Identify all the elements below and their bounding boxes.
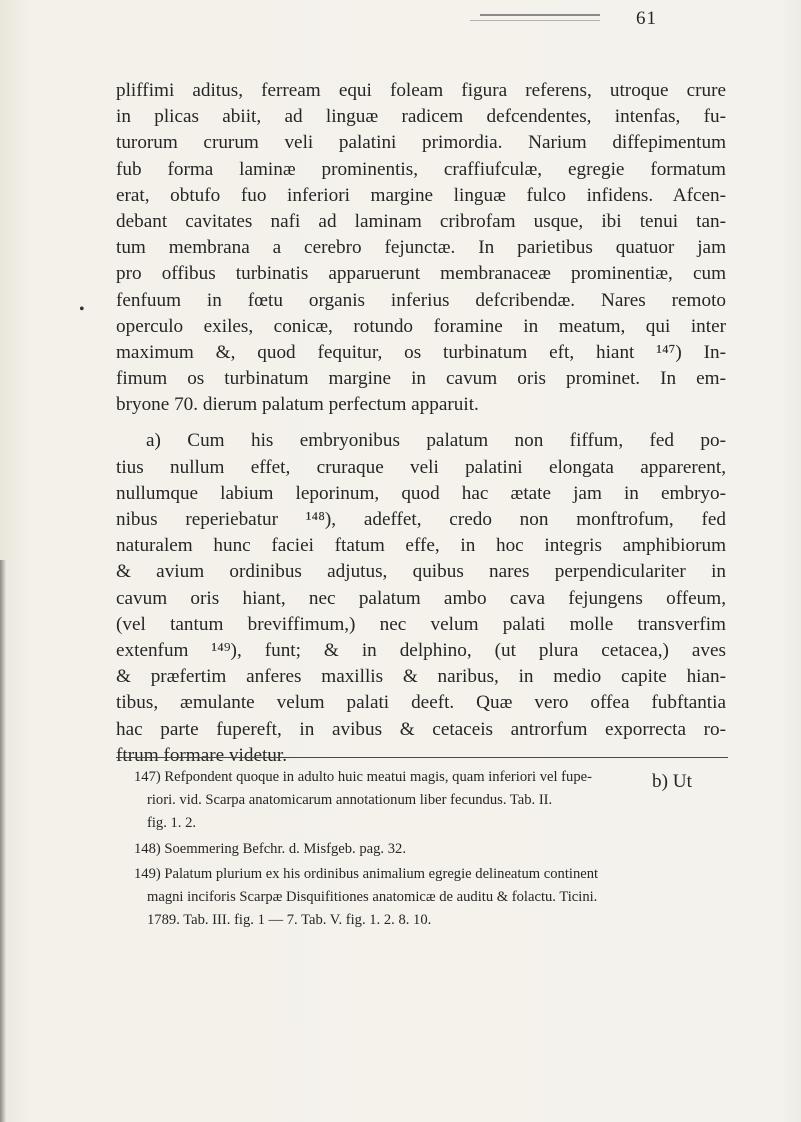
- footnote-148: [134, 838, 728, 861]
- page-edge-shadow: [0, 560, 6, 1122]
- footnote-divider: [116, 757, 728, 758]
- footnote-line: 148) Soemmering Befchr. d. Misfgeb. pag. 32.: [134, 840, 406, 857]
- header-rule-thin: [470, 20, 600, 21]
- text-line: maximum &, quod fequitur, os turbinatum eft, hiant ¹⁴⁷) In-: [116, 341, 726, 363]
- text-line: fub forma laminæ prominentis, craffiufculæ, egregie formatum: [116, 158, 726, 180]
- page-number: 61: [636, 8, 657, 29]
- footnotes: [134, 766, 728, 932]
- text-line: fimum os turbinatum margine in cavum oris prominet. In em-: [116, 368, 726, 390]
- footnote-line: 147) Refpondent quoque in adulto huic meatui magis, quam inferiori vel fupe-: [134, 769, 592, 785]
- text-line: bryone 70. dierum palatum perfectum apparuit.: [116, 394, 479, 416]
- text-line: & præfertim anferes maxillis & naribus, in medio capite hian-: [116, 666, 726, 688]
- text-line: in plicas abiit, ad linguæ radicem defcendentes, intenfas, fu-: [116, 106, 726, 128]
- footnote-line: 1789. Tab. III. fig. 1 — 7. Tab. V. fig. 1. 2. 8. 10.: [147, 912, 432, 929]
- footnote-line: 149) Palatum plurium ex his ordinibus animalium egregie delineatum continent: [134, 865, 599, 882]
- text-line: debant cavitates nafi ad laminam cribrofam usque, ibi tenui tan-: [116, 210, 726, 232]
- header-rule: [480, 14, 600, 16]
- main-text: [116, 78, 726, 795]
- footnote-147: [134, 766, 728, 836]
- text-line: operculo exiles, conicæ, rotundo foramine in meatum, qui inter: [116, 315, 726, 337]
- text-line: nullumque labium leporinum, quod hac ætate jam in embryo-: [116, 482, 726, 504]
- text-line: pro offibus turbinatis apparuerunt membranaceæ prominentiæ, cum: [116, 263, 726, 285]
- paragraph-1: [116, 78, 726, 418]
- margin-mark: •: [79, 301, 85, 318]
- text-line: (vel tantum breviffimum,) nec velum palati molle transverfim: [116, 613, 726, 635]
- text-line: tius nullum effet, cruraque veli palatini elongata apparerent,: [116, 456, 726, 478]
- text-line: cavum oris hiant, nec palatum ambo cava fejungens offeum,: [116, 587, 726, 609]
- text-line: tum membrana a cerebro fejunctæ. In parietibus quatuor jam: [116, 237, 726, 259]
- text-line: naturalem hunc faciei ftatum effe, in hoc integris amphibiorum: [116, 535, 726, 557]
- text-line: & avium ordinibus adjutus, quibus nares perpendiculariter in: [116, 561, 726, 583]
- text-line: fenfuum in fœtu organis inferius defcribendæ. Nares remoto: [116, 289, 726, 311]
- footnote-149: [134, 863, 728, 933]
- text-line: nibus reperiebatur ¹⁴⁸), adeffet, credo non monftrofum, fed: [116, 509, 726, 530]
- catchword: b) Ut: [652, 770, 692, 792]
- text-line: tibus, æmulante velum palati deeft. Quæ vero offea fubftantia: [116, 692, 726, 714]
- footnote-line: magni inciforis Scarpæ Disquifitiones anatomicæ de auditu & folactu. Ticini.: [147, 888, 598, 905]
- text-line: ftrum formare videtur.: [116, 744, 288, 766]
- text-line: a) Cum his embryonibus palatum non fiffum, fed po-: [146, 430, 726, 452]
- text-line: pliffimi aditus, ferream equi foleam figura referens, utroque crure: [116, 80, 726, 101]
- paragraph-2: [116, 428, 726, 795]
- footnote-line: riori. vid. Scarpa anatomicarum annotationum liber fecundus. Tab. II.: [147, 792, 553, 809]
- text-line: extenfum ¹⁴⁹), funt; & in delphino, (ut plura cetacea,) aves: [116, 639, 726, 661]
- text-line: erat, obtufo fuo inferiori margine linguæ fulco infidens. Afcen-: [116, 184, 726, 206]
- text-line: turorum crurum veli palatini primordia. Narium diffepimentum: [116, 132, 726, 154]
- text-line: hac parte fupereft, in avibus & cetaceis antrorfum exporrecta ro-: [116, 718, 726, 740]
- footnote-line: fig. 1. 2.: [147, 815, 197, 832]
